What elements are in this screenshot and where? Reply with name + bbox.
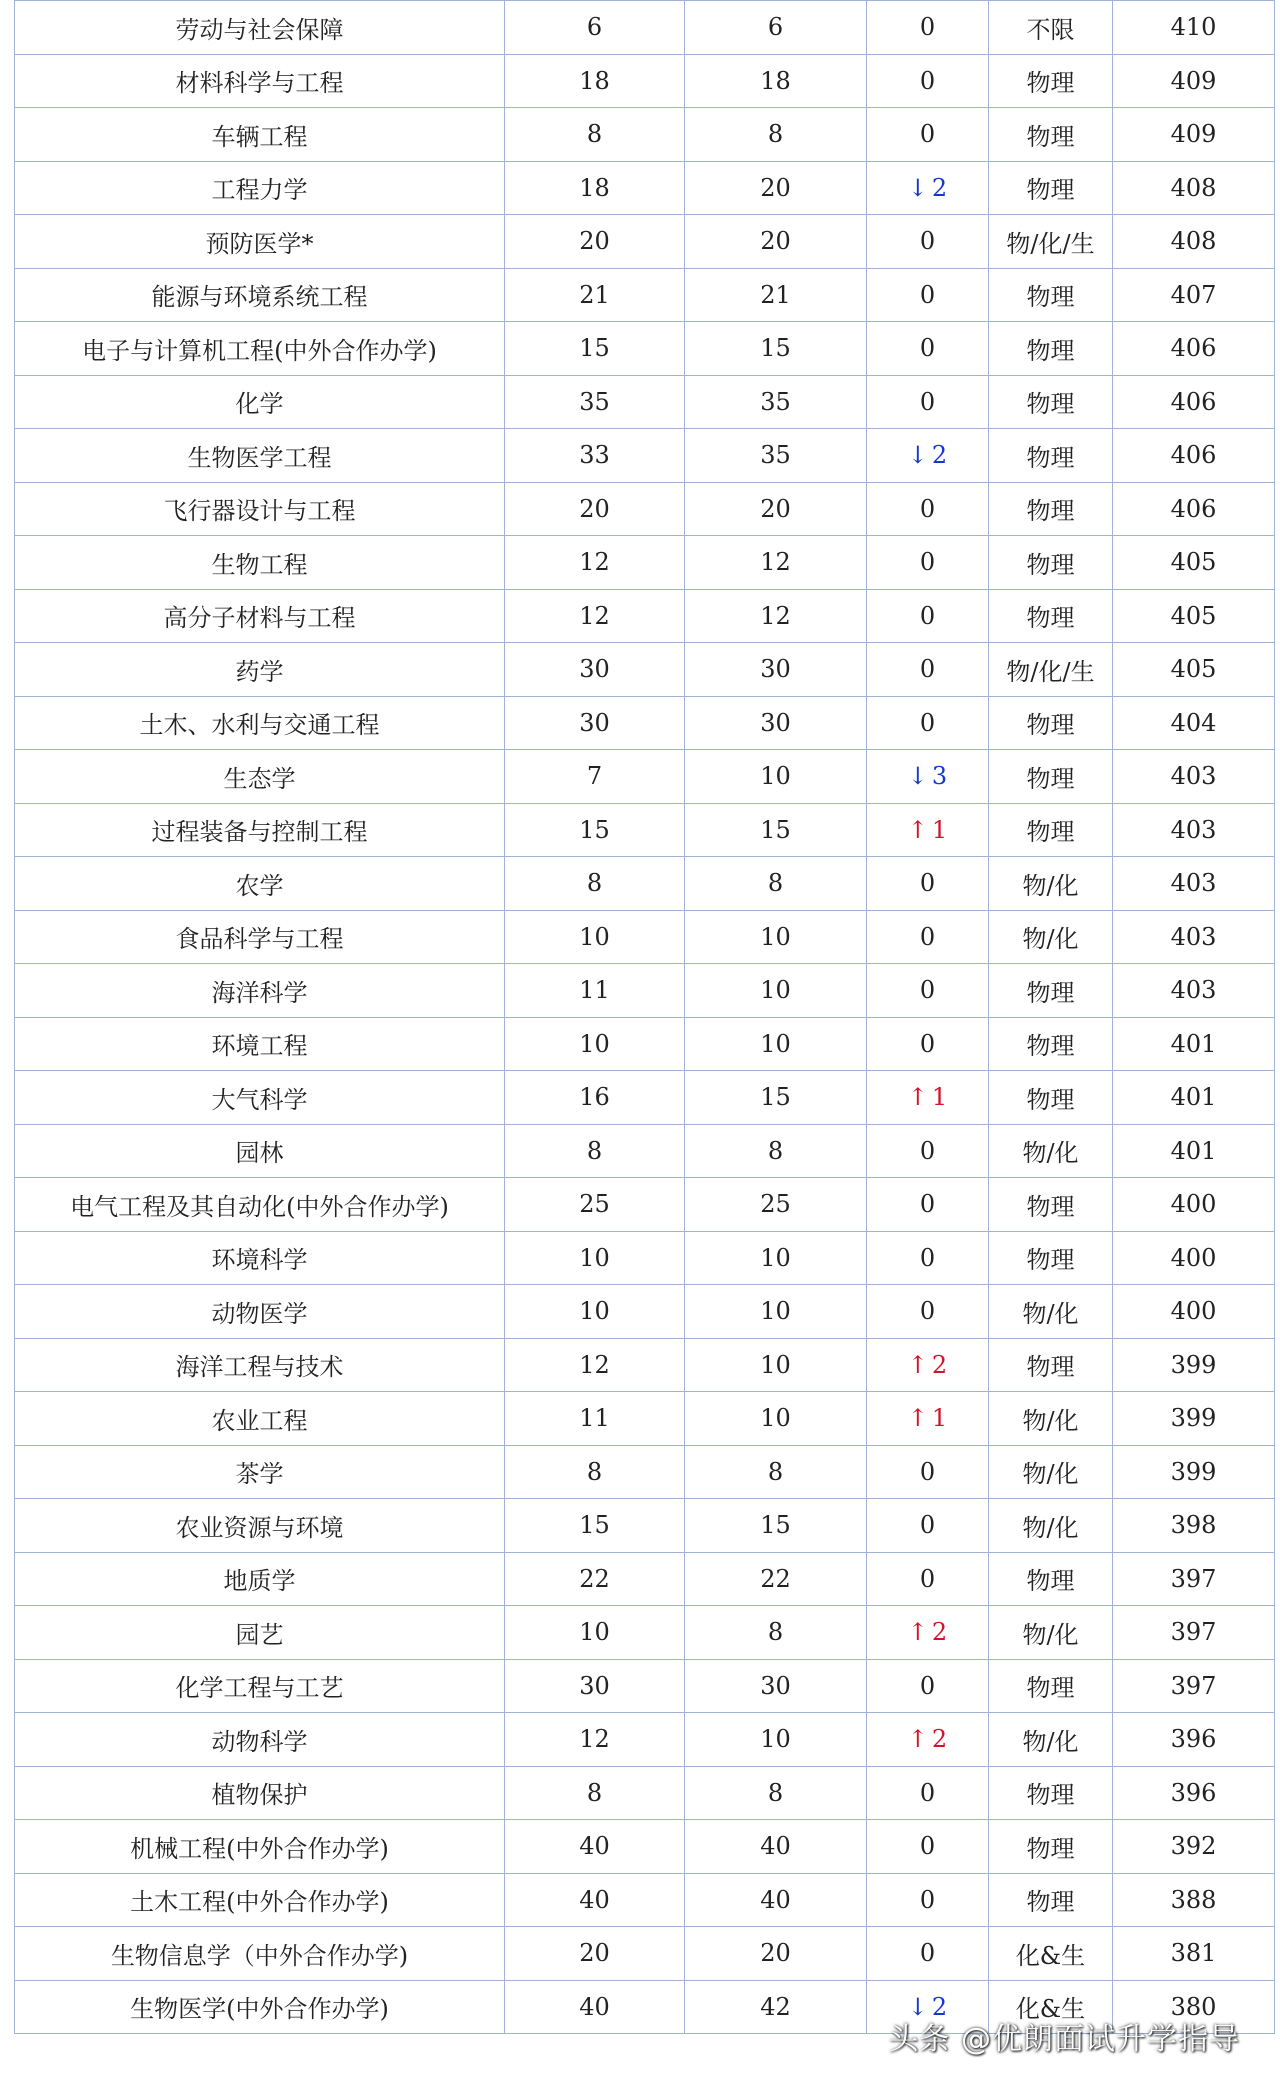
score-cell: 398 bbox=[1113, 1499, 1275, 1553]
major-cell: 车辆工程 bbox=[15, 108, 505, 162]
subject-cell: 物理 bbox=[989, 589, 1113, 643]
major-cell: 动物医学 bbox=[15, 1285, 505, 1339]
table-row bbox=[15, 536, 1275, 590]
watermark: 头条 @优朗面试升学指导 bbox=[888, 2022, 1240, 2057]
subject-cell: 物理 bbox=[989, 1071, 1113, 1125]
score-cell: 381 bbox=[1113, 1927, 1275, 1981]
table-row bbox=[15, 1392, 1275, 1446]
subject-cell: 物/化 bbox=[989, 857, 1113, 911]
score-cell: 406 bbox=[1113, 375, 1275, 429]
table-row bbox=[15, 482, 1275, 536]
major-cell: 土木、水利与交通工程 bbox=[15, 696, 505, 750]
last-year-cell: 10 bbox=[685, 910, 867, 964]
major-cell: 海洋科学 bbox=[15, 964, 505, 1018]
change-cell: 0 bbox=[867, 1178, 989, 1232]
table-row bbox=[15, 643, 1275, 697]
subject-cell: 物/化 bbox=[989, 910, 1113, 964]
score-cell: 400 bbox=[1113, 1231, 1275, 1285]
plan-cell: 7 bbox=[505, 750, 685, 804]
major-cell: 地质学 bbox=[15, 1552, 505, 1606]
last-year-cell: 10 bbox=[685, 1338, 867, 1392]
subject-cell: 物理 bbox=[989, 161, 1113, 215]
last-year-cell: 30 bbox=[685, 696, 867, 750]
table-row bbox=[15, 108, 1275, 162]
table-row bbox=[15, 696, 1275, 750]
change-cell: 0 bbox=[867, 1499, 989, 1553]
major-cell: 能源与环境系统工程 bbox=[15, 268, 505, 322]
last-year-cell: 12 bbox=[685, 536, 867, 590]
plan-cell: 35 bbox=[505, 375, 685, 429]
change-cell bbox=[867, 1338, 989, 1392]
subject-cell: 物理 bbox=[989, 482, 1113, 536]
last-year-cell: 8 bbox=[685, 1124, 867, 1178]
change-value: 2 bbox=[931, 1725, 948, 1754]
last-year-cell: 42 bbox=[685, 1980, 867, 2034]
major-cell: 劳动与社会保障 bbox=[15, 1, 505, 55]
last-year-cell: 10 bbox=[685, 1231, 867, 1285]
table-row bbox=[15, 1606, 1275, 1660]
subject-cell: 物/化 bbox=[989, 1445, 1113, 1499]
table-row bbox=[15, 1552, 1275, 1606]
arrow-up-icon: ↑ bbox=[907, 1083, 928, 1112]
change-cell bbox=[867, 429, 989, 483]
score-cell: 401 bbox=[1113, 1124, 1275, 1178]
score-cell: 406 bbox=[1113, 429, 1275, 483]
plan-cell: 33 bbox=[505, 429, 685, 483]
subject-cell: 物理 bbox=[989, 536, 1113, 590]
subject-cell: 物/化 bbox=[989, 1124, 1113, 1178]
major-cell: 生物医学工程 bbox=[15, 429, 505, 483]
plan-cell: 6 bbox=[505, 1, 685, 55]
change-cell: 0 bbox=[867, 1820, 989, 1874]
major-cell: 动物科学 bbox=[15, 1713, 505, 1767]
score-cell: 409 bbox=[1113, 54, 1275, 108]
change-cell bbox=[867, 803, 989, 857]
plan-cell: 12 bbox=[505, 1713, 685, 1767]
subject-cell: 物/化/生 bbox=[989, 215, 1113, 269]
change-cell: 0 bbox=[867, 910, 989, 964]
change-value: 1 bbox=[931, 1404, 948, 1433]
major-cell: 土木工程(中外合作办学) bbox=[15, 1873, 505, 1927]
score-cell: 407 bbox=[1113, 268, 1275, 322]
table-row bbox=[15, 1338, 1275, 1392]
score-cell: 405 bbox=[1113, 643, 1275, 697]
change-cell: 0 bbox=[867, 1552, 989, 1606]
subject-cell: 物理 bbox=[989, 1017, 1113, 1071]
plan-cell: 22 bbox=[505, 1552, 685, 1606]
change-cell bbox=[867, 1071, 989, 1125]
last-year-cell: 10 bbox=[685, 964, 867, 1018]
change-cell: 0 bbox=[867, 1285, 989, 1339]
last-year-cell: 8 bbox=[685, 1766, 867, 1820]
major-cell: 环境科学 bbox=[15, 1231, 505, 1285]
major-cell: 机械工程(中外合作办学) bbox=[15, 1820, 505, 1874]
plan-cell: 20 bbox=[505, 215, 685, 269]
last-year-cell: 10 bbox=[685, 1392, 867, 1446]
arrow-up-icon: ↑ bbox=[907, 1725, 928, 1754]
table-row bbox=[15, 1873, 1275, 1927]
plan-cell: 8 bbox=[505, 857, 685, 911]
subject-cell: 物/化/生 bbox=[989, 643, 1113, 697]
change-cell: 0 bbox=[867, 1017, 989, 1071]
major-cell: 环境工程 bbox=[15, 1017, 505, 1071]
change-cell: 0 bbox=[867, 1766, 989, 1820]
table-row bbox=[15, 1, 1275, 55]
score-cell: 399 bbox=[1113, 1445, 1275, 1499]
score-cell: 403 bbox=[1113, 857, 1275, 911]
last-year-cell: 35 bbox=[685, 375, 867, 429]
major-cell: 农学 bbox=[15, 857, 505, 911]
score-cell: 400 bbox=[1113, 1178, 1275, 1232]
score-cell: 397 bbox=[1113, 1606, 1275, 1660]
score-cell: 399 bbox=[1113, 1392, 1275, 1446]
table-row bbox=[15, 1285, 1275, 1339]
last-year-cell: 18 bbox=[685, 54, 867, 108]
change-cell bbox=[867, 1392, 989, 1446]
plan-cell: 40 bbox=[505, 1873, 685, 1927]
score-cell: 388 bbox=[1113, 1873, 1275, 1927]
score-cell: 401 bbox=[1113, 1071, 1275, 1125]
plan-cell: 12 bbox=[505, 589, 685, 643]
plan-cell: 11 bbox=[505, 964, 685, 1018]
plan-cell: 30 bbox=[505, 696, 685, 750]
change-value: 2 bbox=[931, 173, 948, 202]
change-cell: 0 bbox=[867, 375, 989, 429]
plan-cell: 15 bbox=[505, 322, 685, 376]
table-row bbox=[15, 857, 1275, 911]
arrow-down-icon: ↓ bbox=[907, 762, 928, 791]
score-cell: 400 bbox=[1113, 1285, 1275, 1339]
major-cell: 生态学 bbox=[15, 750, 505, 804]
subject-cell: 物理 bbox=[989, 1820, 1113, 1874]
change-cell bbox=[867, 161, 989, 215]
last-year-cell: 10 bbox=[685, 1017, 867, 1071]
major-cell: 化学工程与工艺 bbox=[15, 1659, 505, 1713]
change-cell: 0 bbox=[867, 215, 989, 269]
major-cell: 大气科学 bbox=[15, 1071, 505, 1125]
major-cell: 农业资源与环境 bbox=[15, 1499, 505, 1553]
last-year-cell: 8 bbox=[685, 1445, 867, 1499]
table-row bbox=[15, 375, 1275, 429]
score-cell: 408 bbox=[1113, 161, 1275, 215]
subject-cell: 物理 bbox=[989, 375, 1113, 429]
subject-cell: 物理 bbox=[989, 803, 1113, 857]
change-cell: 0 bbox=[867, 1124, 989, 1178]
plan-cell: 30 bbox=[505, 643, 685, 697]
score-cell: 380 bbox=[1113, 1980, 1275, 2034]
last-year-cell: 30 bbox=[685, 643, 867, 697]
table-row bbox=[15, 1231, 1275, 1285]
last-year-cell: 35 bbox=[685, 429, 867, 483]
last-year-cell: 15 bbox=[685, 803, 867, 857]
table-row bbox=[15, 54, 1275, 108]
major-cell: 化学 bbox=[15, 375, 505, 429]
arrow-up-icon: ↑ bbox=[907, 1350, 928, 1379]
major-cell: 植物保护 bbox=[15, 1766, 505, 1820]
table-row bbox=[15, 322, 1275, 376]
last-year-cell: 30 bbox=[685, 1659, 867, 1713]
table-row bbox=[15, 1499, 1275, 1553]
last-year-cell: 40 bbox=[685, 1820, 867, 1874]
last-year-cell: 21 bbox=[685, 268, 867, 322]
last-year-cell: 6 bbox=[685, 1, 867, 55]
score-cell: 397 bbox=[1113, 1659, 1275, 1713]
change-cell bbox=[867, 1606, 989, 1660]
score-cell: 403 bbox=[1113, 803, 1275, 857]
change-value: 2 bbox=[931, 1992, 948, 2021]
plan-cell: 10 bbox=[505, 1017, 685, 1071]
table-row bbox=[15, 1659, 1275, 1713]
major-cell: 食品科学与工程 bbox=[15, 910, 505, 964]
plan-cell: 8 bbox=[505, 1766, 685, 1820]
score-cell: 404 bbox=[1113, 696, 1275, 750]
change-cell: 0 bbox=[867, 108, 989, 162]
major-cell: 园林 bbox=[15, 1124, 505, 1178]
score-cell: 403 bbox=[1113, 750, 1275, 804]
score-cell: 406 bbox=[1113, 482, 1275, 536]
plan-cell: 8 bbox=[505, 1445, 685, 1499]
change-cell: 0 bbox=[867, 482, 989, 536]
subject-cell: 物理 bbox=[989, 429, 1113, 483]
change-cell: 0 bbox=[867, 1659, 989, 1713]
change-value: 2 bbox=[931, 1618, 948, 1647]
arrow-down-icon: ↓ bbox=[907, 441, 928, 470]
change-cell: 0 bbox=[867, 1927, 989, 1981]
change-cell bbox=[867, 1713, 989, 1767]
subject-cell: 物理 bbox=[989, 1766, 1113, 1820]
subject-cell: 化&生 bbox=[989, 1980, 1113, 2034]
plan-cell: 10 bbox=[505, 1606, 685, 1660]
last-year-cell: 10 bbox=[685, 750, 867, 804]
score-cell: 399 bbox=[1113, 1338, 1275, 1392]
last-year-cell: 20 bbox=[685, 215, 867, 269]
subject-cell: 物理 bbox=[989, 322, 1113, 376]
table-row bbox=[15, 589, 1275, 643]
table-row bbox=[15, 803, 1275, 857]
plan-cell: 8 bbox=[505, 1124, 685, 1178]
major-cell: 工程力学 bbox=[15, 161, 505, 215]
major-cell: 园艺 bbox=[15, 1606, 505, 1660]
score-cell: 401 bbox=[1113, 1017, 1275, 1071]
subject-cell: 物理 bbox=[989, 268, 1113, 322]
last-year-cell: 15 bbox=[685, 322, 867, 376]
subject-cell: 物理 bbox=[989, 750, 1113, 804]
plan-cell: 20 bbox=[505, 482, 685, 536]
subject-cell: 物/化 bbox=[989, 1606, 1113, 1660]
table-body bbox=[15, 1, 1275, 2034]
last-year-cell: 15 bbox=[685, 1071, 867, 1125]
last-year-cell: 20 bbox=[685, 1927, 867, 1981]
table-row bbox=[15, 268, 1275, 322]
change-cell: 0 bbox=[867, 322, 989, 376]
change-cell: 0 bbox=[867, 964, 989, 1018]
plan-cell: 40 bbox=[505, 1980, 685, 2034]
score-cell: 406 bbox=[1113, 322, 1275, 376]
subject-cell: 物/化 bbox=[989, 1713, 1113, 1767]
change-value: 2 bbox=[931, 441, 948, 470]
last-year-cell: 40 bbox=[685, 1873, 867, 1927]
arrow-up-icon: ↑ bbox=[907, 1404, 928, 1433]
change-value: 1 bbox=[931, 815, 948, 844]
change-cell: 0 bbox=[867, 1231, 989, 1285]
major-cell: 高分子材料与工程 bbox=[15, 589, 505, 643]
plan-cell: 8 bbox=[505, 108, 685, 162]
table-row bbox=[15, 1071, 1275, 1125]
plan-cell: 18 bbox=[505, 161, 685, 215]
last-year-cell: 10 bbox=[685, 1713, 867, 1767]
subject-cell: 物/化 bbox=[989, 1285, 1113, 1339]
plan-cell: 15 bbox=[505, 1499, 685, 1553]
plan-cell: 12 bbox=[505, 536, 685, 590]
major-cell: 材料科学与工程 bbox=[15, 54, 505, 108]
major-cell: 电子与计算机工程(中外合作办学) bbox=[15, 322, 505, 376]
change-cell: 0 bbox=[867, 1445, 989, 1499]
last-year-cell: 20 bbox=[685, 482, 867, 536]
table-row bbox=[15, 215, 1275, 269]
last-year-cell: 25 bbox=[685, 1178, 867, 1232]
major-cell: 生物医学(中外合作办学) bbox=[15, 1980, 505, 2034]
score-cell: 397 bbox=[1113, 1552, 1275, 1606]
table-row bbox=[15, 1713, 1275, 1767]
major-cell: 电气工程及其自动化(中外合作办学) bbox=[15, 1178, 505, 1232]
score-cell: 409 bbox=[1113, 108, 1275, 162]
change-value: 3 bbox=[931, 762, 948, 791]
change-cell: 0 bbox=[867, 1, 989, 55]
subject-cell: 物理 bbox=[989, 108, 1113, 162]
table-row bbox=[15, 964, 1275, 1018]
score-cell: 396 bbox=[1113, 1766, 1275, 1820]
change-cell: 0 bbox=[867, 696, 989, 750]
change-cell: 0 bbox=[867, 268, 989, 322]
subject-cell: 物/化 bbox=[989, 1499, 1113, 1553]
score-cell: 403 bbox=[1113, 910, 1275, 964]
last-year-cell: 8 bbox=[685, 857, 867, 911]
change-cell: 0 bbox=[867, 589, 989, 643]
last-year-cell: 8 bbox=[685, 1606, 867, 1660]
last-year-cell: 12 bbox=[685, 589, 867, 643]
plan-cell: 40 bbox=[505, 1820, 685, 1874]
major-cell: 生物信息学（中外合作办学) bbox=[15, 1927, 505, 1981]
change-cell: 0 bbox=[867, 536, 989, 590]
subject-cell: 不限 bbox=[989, 1, 1113, 55]
plan-cell: 15 bbox=[505, 803, 685, 857]
plan-cell: 12 bbox=[505, 1338, 685, 1392]
table-row bbox=[15, 1445, 1275, 1499]
change-cell: 0 bbox=[867, 1873, 989, 1927]
plan-cell: 10 bbox=[505, 910, 685, 964]
table-row bbox=[15, 1927, 1275, 1981]
major-cell: 飞行器设计与工程 bbox=[15, 482, 505, 536]
major-cell: 预防医学* bbox=[15, 215, 505, 269]
table-row bbox=[15, 1178, 1275, 1232]
major-cell: 生物工程 bbox=[15, 536, 505, 590]
subject-cell: 物理 bbox=[989, 54, 1113, 108]
table-row bbox=[15, 429, 1275, 483]
change-value: 1 bbox=[931, 1083, 948, 1112]
plan-cell: 10 bbox=[505, 1231, 685, 1285]
subject-cell: 物理 bbox=[989, 1338, 1113, 1392]
score-cell: 410 bbox=[1113, 1, 1275, 55]
plan-cell: 16 bbox=[505, 1071, 685, 1125]
table-row bbox=[15, 1766, 1275, 1820]
arrow-down-icon: ↓ bbox=[907, 173, 928, 202]
score-cell: 405 bbox=[1113, 536, 1275, 590]
plan-cell: 10 bbox=[505, 1285, 685, 1339]
arrow-down-icon: ↓ bbox=[907, 1992, 928, 2021]
change-cell bbox=[867, 750, 989, 804]
subject-cell: 物理 bbox=[989, 1552, 1113, 1606]
change-cell: 0 bbox=[867, 857, 989, 911]
admission-table bbox=[14, 0, 1275, 2034]
score-cell: 392 bbox=[1113, 1820, 1275, 1874]
last-year-cell: 20 bbox=[685, 161, 867, 215]
arrow-up-icon: ↑ bbox=[907, 1618, 928, 1647]
major-cell: 过程装备与控制工程 bbox=[15, 803, 505, 857]
table-row bbox=[15, 910, 1275, 964]
plan-cell: 20 bbox=[505, 1927, 685, 1981]
subject-cell: 化&生 bbox=[989, 1927, 1113, 1981]
major-cell: 海洋工程与技术 bbox=[15, 1338, 505, 1392]
subject-cell: 物理 bbox=[989, 1873, 1113, 1927]
major-cell: 茶学 bbox=[15, 1445, 505, 1499]
score-cell: 396 bbox=[1113, 1713, 1275, 1767]
last-year-cell: 10 bbox=[685, 1285, 867, 1339]
table-row bbox=[15, 1820, 1275, 1874]
plan-cell: 25 bbox=[505, 1178, 685, 1232]
change-cell: 0 bbox=[867, 643, 989, 697]
last-year-cell: 8 bbox=[685, 108, 867, 162]
subject-cell: 物理 bbox=[989, 964, 1113, 1018]
subject-cell: 物理 bbox=[989, 1231, 1113, 1285]
plan-cell: 18 bbox=[505, 54, 685, 108]
major-cell: 药学 bbox=[15, 643, 505, 697]
major-cell: 农业工程 bbox=[15, 1392, 505, 1446]
subject-cell: 物/化 bbox=[989, 1392, 1113, 1446]
plan-cell: 30 bbox=[505, 1659, 685, 1713]
score-cell: 405 bbox=[1113, 589, 1275, 643]
table-row bbox=[15, 1017, 1275, 1071]
arrow-up-icon: ↑ bbox=[907, 815, 928, 844]
plan-cell: 11 bbox=[505, 1392, 685, 1446]
change-cell: 0 bbox=[867, 54, 989, 108]
last-year-cell: 15 bbox=[685, 1499, 867, 1553]
change-value: 2 bbox=[931, 1350, 948, 1379]
score-cell: 403 bbox=[1113, 964, 1275, 1018]
last-year-cell: 22 bbox=[685, 1552, 867, 1606]
score-cell: 408 bbox=[1113, 215, 1275, 269]
subject-cell: 物理 bbox=[989, 1659, 1113, 1713]
subject-cell: 物理 bbox=[989, 1178, 1113, 1232]
subject-cell: 物理 bbox=[989, 696, 1113, 750]
table-row bbox=[15, 1124, 1275, 1178]
table-row bbox=[15, 750, 1275, 804]
table-row bbox=[15, 161, 1275, 215]
plan-cell: 21 bbox=[505, 268, 685, 322]
